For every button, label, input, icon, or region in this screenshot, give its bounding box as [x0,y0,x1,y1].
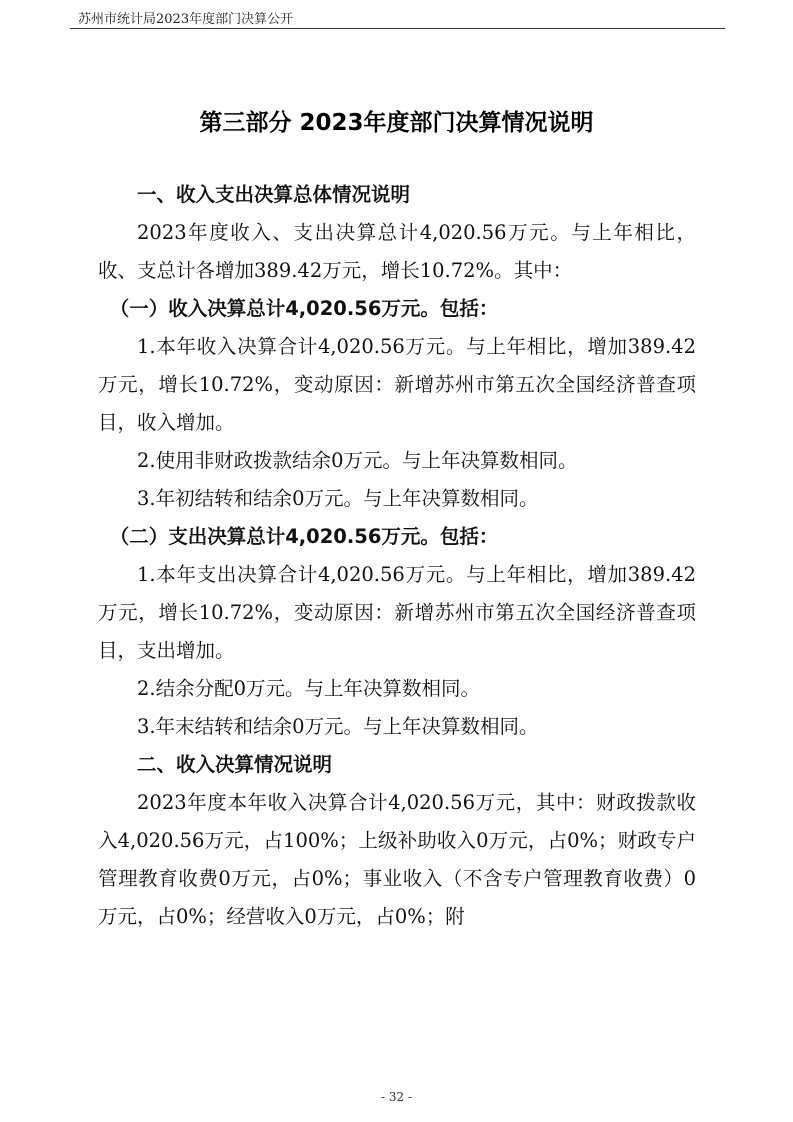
section-heading-1: 一、收入支出决算总体情况说明 [137,183,411,206]
subsection-heading-expense: （二）支出决算总计4,020.56万元。包括： [109,525,499,548]
paragraph-expense-item-1: 1.本年支出决算合计4,020.56万元。与上年相比，增加389.42万元，增长10.72%，变动原因：新增苏州市第五次全国经济普查项目，支出增加。 [98,563,696,662]
paragraph-expense-item-2: 2.结余分配0万元。与上年决算数相同。 [137,677,481,700]
body-text [98,176,696,936]
subsection-heading-income: （一）收入决算总计4,020.56万元。包括： [109,297,499,320]
paragraph-s1-intro: 2023年度收入、支出决算总计4,020.56万元。与上年相比，收、支总计各增加389.42万元，增长10.72%。其中： [98,221,696,282]
paragraph-income-item-1: 1.本年收入决算合计4,020.56万元。与上年相比，增加389.42万元，增长10.72%，变动原因：新增苏州市第五次全国经济普查项目，收入增加。 [98,335,696,434]
header-divider [70,28,725,29]
paragraph-expense-item-3: 3.年末结转和结余0万元。与上年决算数相同。 [137,715,539,738]
page-title: 第三部分 2023年度部门决算情况说明 [199,110,594,136]
section-heading-2: 二、收入决算情况说明 [137,753,333,776]
paragraph-s2-body: 2023年度本年收入决算合计4,020.56万元，其中：财政拨款收入4,020.56万元，占100%；上级补助收入0万元，占0%；财政专户管理教育收费0万元，占0%；事业收入（不含专户管理教育收费）0万元，占0%；经营收入0万元，占0%；附 [98,791,696,928]
paragraph-income-item-3: 3.年初结转和结余0万元。与上年决算数相同。 [137,487,539,510]
running-header: 苏州市统计局2023年度部门决算公开 [78,12,294,27]
paragraph-income-item-2: 2.使用非财政拨款结余0万元。与上年决算数相同。 [137,449,578,472]
page-number: - 32 - [380,1090,412,1104]
